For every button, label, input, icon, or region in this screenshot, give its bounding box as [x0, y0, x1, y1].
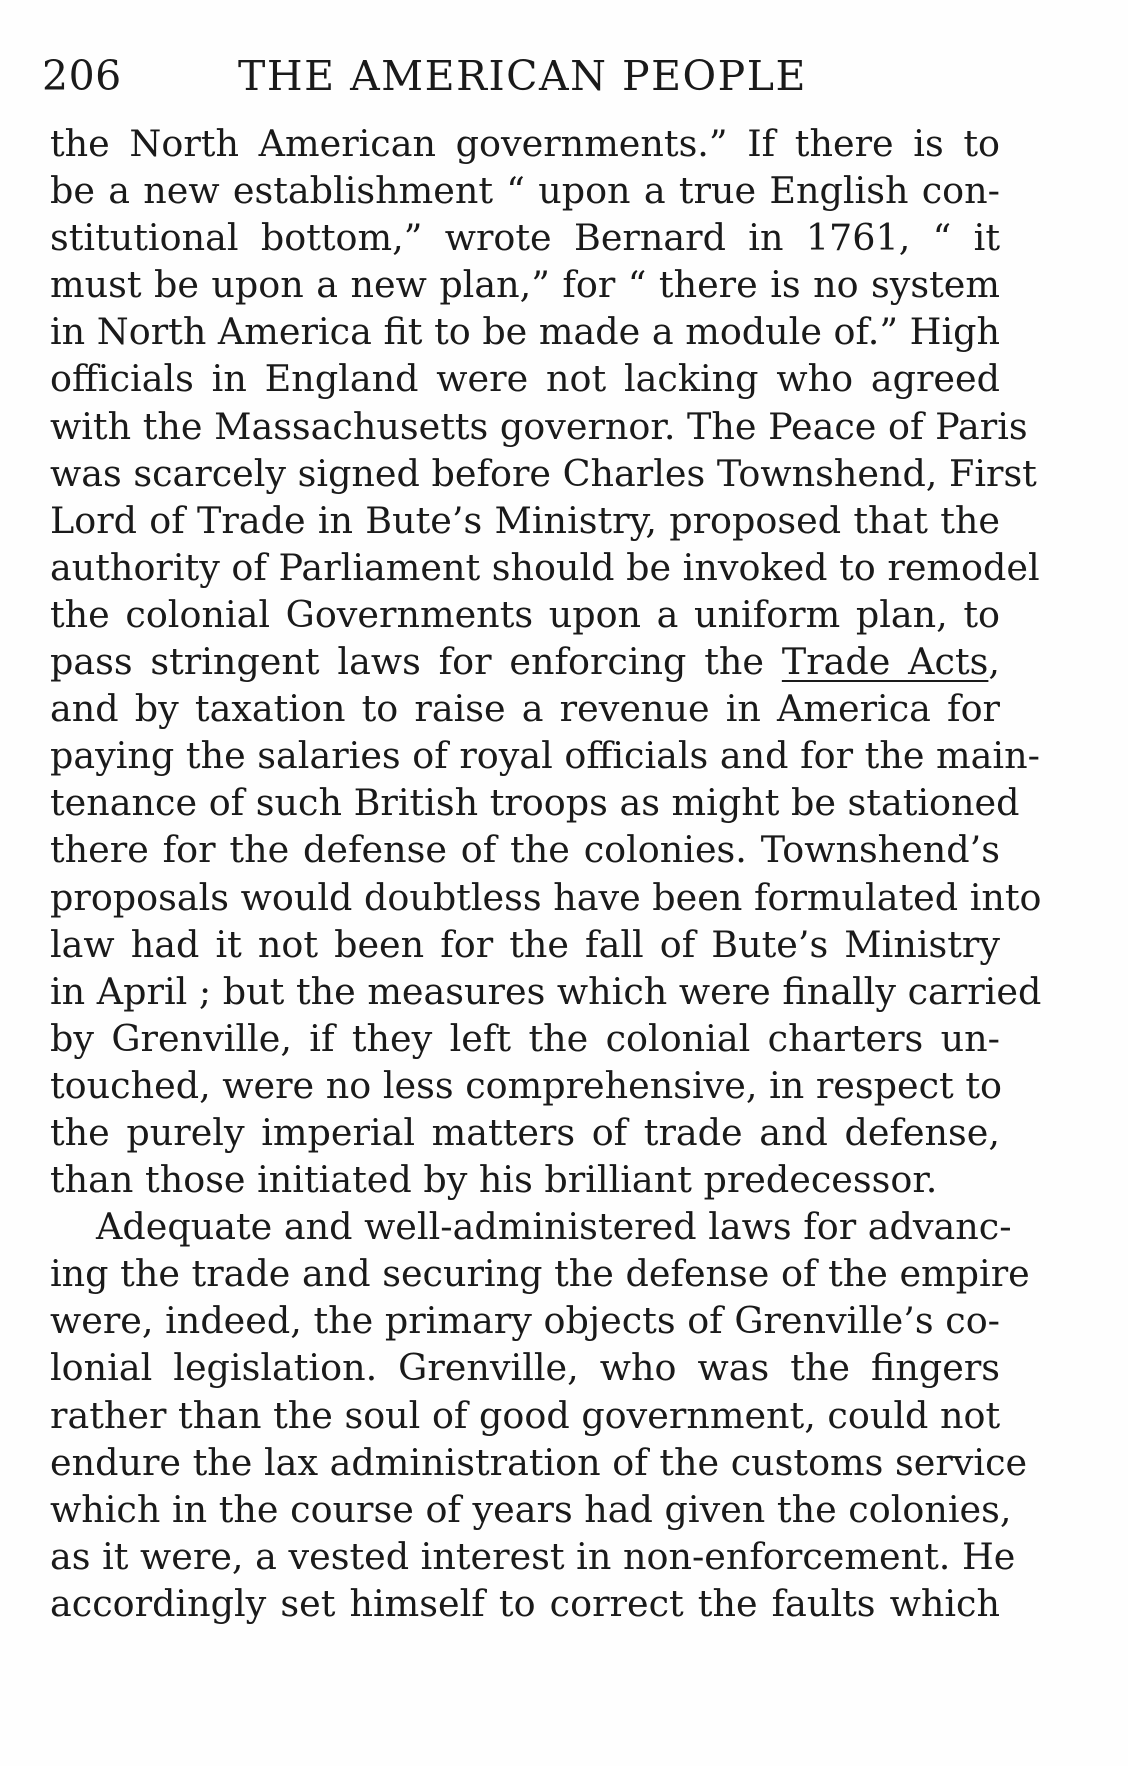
text-line: rather than the soul of good government, could not	[50, 1393, 1001, 1437]
text-line: than those initiated by his brilliant predecessor.	[50, 1158, 938, 1202]
text-line: must be upon a new plan,” for “ there is no system	[50, 263, 1000, 307]
text-line: and by taxation to raise a revenue in America for	[50, 687, 1000, 731]
text-line: which in the course of years had given the colonies,	[50, 1487, 1012, 1531]
text-line: accordingly set himself to correct the faults which	[50, 1581, 1000, 1625]
text-line: Lord of Trade in Bute’s Ministry, proposed that the	[50, 498, 1000, 542]
underlined-phrase: Trade Acts	[781, 640, 989, 684]
text-line: were, indeed, the primary objects of Grenville’s co-	[50, 1299, 1000, 1343]
text-line: lonial legislation. Grenville, who was the fingers	[50, 1346, 1000, 1390]
text-line: in April ; but the measures which were finally carried	[50, 969, 1042, 1013]
text-line: be a new establishment “ upon a true English con-	[50, 169, 1000, 213]
text-line: authority of Parliament should be invoked to remodel	[50, 545, 1040, 589]
text-line: tenance of such British troops as might be stationed	[50, 781, 1020, 825]
text-line: touched, were no less comprehensive, in respect to	[50, 1063, 1002, 1107]
running-head	[42, 44, 1052, 108]
page-number: 206	[42, 52, 122, 100]
text-line	[50, 638, 1000, 685]
text-line: as it were, a vested interest in non-enforcement. He	[50, 1534, 1016, 1578]
text-line: proposals would doubtless have been formulated into	[50, 875, 1042, 919]
text-line: the colonial Governments upon a uniform plan, to	[50, 592, 1000, 636]
text-line: endure the lax administration of the customs service	[50, 1440, 1028, 1484]
text-line: paying the salaries of royal officials and for the main-	[50, 734, 1040, 778]
text-line: the purely imperial matters of trade and defense,	[50, 1110, 1000, 1154]
text-line: the North American governments.” If there is to	[50, 122, 1000, 165]
text-line: ing the trade and securing the defense of the empire	[50, 1252, 1030, 1296]
text-segment: pass stringent laws for enforcing the	[50, 640, 782, 684]
body-text	[50, 120, 1042, 1627]
text-line: Adequate and well-administered laws for advanc-	[96, 1205, 1012, 1249]
text-line: stitutional bottom,” wrote Bernard in 1761, “ it	[50, 216, 1000, 260]
text-segment: ,	[988, 640, 1000, 684]
text-line: in North America fit to be made a module of.” High	[50, 310, 1000, 354]
text-line: was scarcely signed before Charles Townshend, First	[50, 451, 1037, 495]
text-line: there for the defense of the colonies. Townshend’s	[50, 828, 1000, 872]
running-title: THE AMERICAN PEOPLE	[238, 52, 807, 100]
text-line: by Grenville, if they left the colonial charters un-	[50, 1016, 1000, 1060]
text-line: law had it not been for the fall of Bute’s Ministry	[50, 922, 1000, 966]
text-line: officials in England were not lacking who agreed	[50, 357, 1000, 401]
text-line: with the Massachusetts governor. The Peace of Paris	[50, 404, 1028, 448]
